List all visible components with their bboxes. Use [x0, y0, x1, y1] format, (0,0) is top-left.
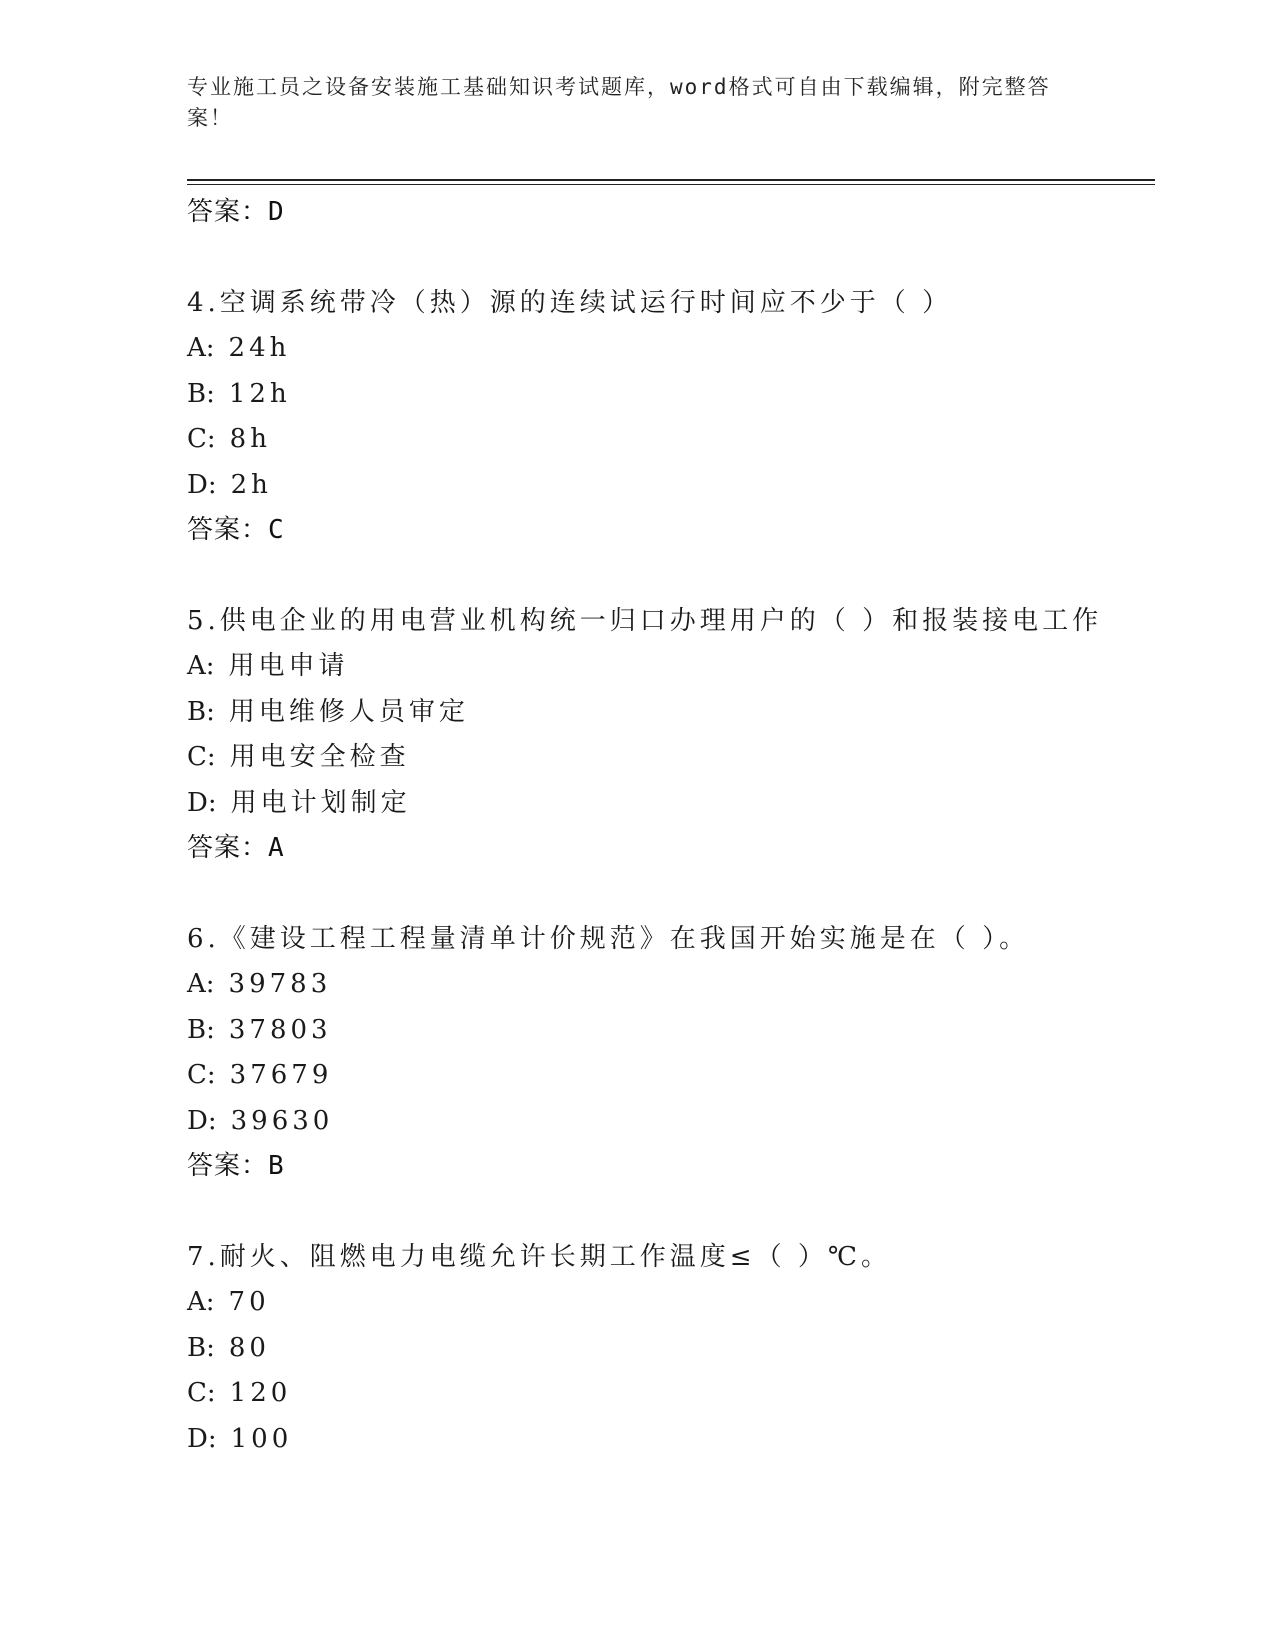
option-b — [187, 690, 1155, 736]
option-letter: A: — [187, 651, 215, 681]
answer-line: 答案：A — [187, 833, 285, 863]
option-letter: C: — [187, 1060, 216, 1090]
option-text: 120 — [229, 1378, 292, 1408]
option-text: 8h — [229, 424, 271, 454]
option-d — [187, 1099, 1155, 1145]
spacer — [187, 553, 1155, 598]
question-item — [187, 1234, 1155, 1462]
option-a — [187, 962, 1155, 1008]
option-text: 100 — [230, 1423, 293, 1454]
question-stem: 4.空调系统带冷（热）源的连续试运行时间应不少于（ ） — [187, 288, 953, 318]
question-item — [187, 280, 1155, 553]
option-letter: D: — [187, 1105, 217, 1136]
option-text: 用电维修人员审定 — [228, 696, 469, 727]
option-letter: B: — [187, 1332, 215, 1363]
question-stem: 6.《建设工程工程量清单计价规范》在我国开始实施是在（ ）。 — [187, 924, 1030, 954]
question-list — [187, 190, 1155, 1462]
option-text: 80 — [228, 1332, 270, 1363]
question-item — [187, 916, 1155, 1189]
option-text: 39630 — [230, 1105, 334, 1136]
option-text: 39783 — [228, 969, 332, 999]
option-a — [187, 644, 1155, 690]
option-d — [187, 1417, 1155, 1463]
option-letter: D: — [187, 787, 217, 818]
spacer — [187, 871, 1155, 916]
option-a — [187, 326, 1155, 372]
option-b — [187, 1326, 1155, 1372]
option-text: 12h — [228, 378, 291, 409]
answer-line: 答案：D — [187, 197, 285, 227]
header-title: 专业施工员之设备安装施工基础知识考试题库，word格式可自由下载编辑，附完整答案！ — [187, 75, 1051, 130]
option-d — [187, 781, 1155, 827]
option-letter: A: — [187, 1287, 215, 1317]
option-letter: D: — [187, 469, 217, 500]
option-c — [187, 417, 1155, 463]
option-text: 70 — [228, 1287, 270, 1317]
option-letter: A: — [187, 969, 215, 999]
option-text: 2h — [230, 469, 272, 500]
spacer — [187, 1189, 1155, 1234]
option-c — [187, 1371, 1155, 1417]
option-text: 24h — [228, 333, 291, 363]
option-letter: C: — [187, 742, 216, 772]
header-divider-thin — [187, 184, 1155, 185]
option-text: 37803 — [228, 1014, 332, 1045]
option-letter: B: — [187, 378, 215, 409]
option-a — [187, 1280, 1155, 1326]
option-letter: D: — [187, 1423, 217, 1454]
option-letter: A: — [187, 333, 215, 363]
option-letter: C: — [187, 1378, 216, 1408]
question-item — [187, 598, 1155, 871]
header-divider-thick — [187, 179, 1155, 181]
option-letter: B: — [187, 696, 215, 727]
option-c — [187, 1053, 1155, 1099]
option-letter: B: — [187, 1014, 215, 1045]
option-c — [187, 735, 1155, 781]
question-stem: 5.供电企业的用电营业机构统一归口办理用户的（ ）和报装接电工作 — [187, 606, 1103, 636]
option-d — [187, 463, 1155, 509]
answer-line: 答案：C — [187, 515, 285, 545]
option-text: 用电计划制定 — [230, 787, 411, 818]
option-text: 用电安全检查 — [229, 742, 410, 772]
answer-line: 答案：B — [187, 1151, 285, 1181]
option-letter: C: — [187, 424, 216, 454]
option-b — [187, 372, 1155, 418]
option-text: 用电申请 — [228, 651, 349, 681]
option-b — [187, 1008, 1155, 1054]
spacer — [187, 235, 1155, 280]
option-text: 37679 — [229, 1060, 333, 1090]
question-stem: 7.耐火、阻燃电力电缆允许长期工作温度≤（ ）℃。 — [187, 1242, 891, 1272]
document-header — [187, 72, 1067, 134]
